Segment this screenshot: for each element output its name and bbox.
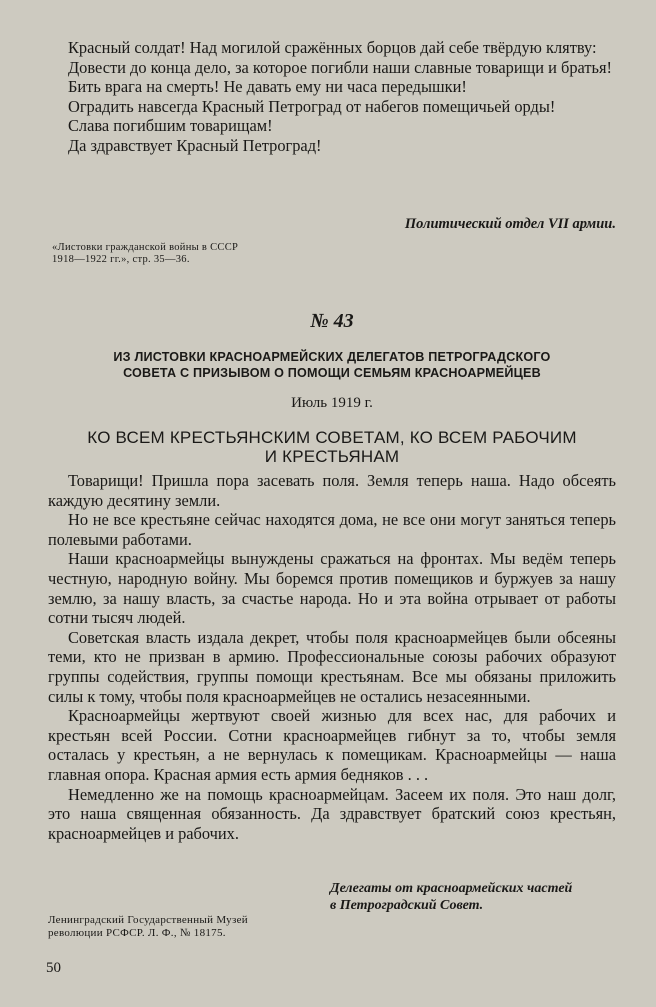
title-line: И КРЕСТЬЯНАМ <box>264 447 400 466</box>
document-number: № 43 <box>310 310 354 332</box>
signature-line: Делегаты от красноармейских частей <box>330 881 573 896</box>
paragraph: Красный солдат! Над могилой сражённых борцов дай себе твёрдую клятву: <box>68 38 597 57</box>
document-date: Июль 1919 г. <box>291 395 373 411</box>
source-line: 1918—1922 гг.», стр. 35—36. <box>52 253 190 265</box>
paragraph: Но не все крестьяне сейчас находятся дома, не все они могут заняться теперь полевыми работами. <box>48 510 616 549</box>
paragraph: Наши красноармейцы вынуждены сражаться на фронтах. Мы ведём теперь честную, народную войну. Мы боремся против помещиков и буржуев за нашу землю, за нашу власть, за счастье народа. Но и эта война отрывает от работы сотни тысяч людей. <box>48 549 616 628</box>
paragraph: Да здравствует Красный Петроград! <box>68 135 322 155</box>
delegates-signature <box>330 880 620 914</box>
page-number: 50 <box>46 960 61 976</box>
paragraph: Бить врага на смерть! Не давать ему ни часа передышки! <box>68 77 467 97</box>
paragraph: Оградить навсегда Красный Петроград от набегов помещичьей орды! <box>68 96 556 116</box>
paragraph: Немедленно же на помощь красноармейцам. Засеем их поля. Это наш долг, это наша священная обязанность. Да здравствует братский союз крестьян, красноармейцев и рабочих. <box>48 784 616 843</box>
source-line: Ленинградский Государственный Музей <box>48 914 248 926</box>
title-line: КО ВСЕМ КРЕСТЬЯНСКИМ СОВЕТАМ, КО ВСЕМ РАБОЧИМ <box>87 428 577 447</box>
heading-line: СОВЕТА С ПРИЗЫВОМ О ПОМОЩИ СЕМЬЯМ КРАСНОАРМЕЙЦЕВ <box>123 366 541 380</box>
signature: Политический отдел VII армии. <box>404 216 616 232</box>
paragraph: Советская власть издала декрет, чтобы поля красноармейцев были обсеяны теми, кто не призван в армию. Профессиональные союзы рабочих образуют группы содействия, группы помощи крестьянам. Все мы обязаны приложить силы к тому, чтобы поля красноармейцев не остались незасеянными. <box>48 627 616 706</box>
paragraph: Довести до конца дело, за которое погибли наши славные товарищи и братья! <box>68 57 613 77</box>
source-line: «Листовки гражданской войны в СССР <box>52 242 239 253</box>
leaflet-title <box>48 428 616 466</box>
paragraph: Слава погибшим товарищам! <box>68 116 273 136</box>
document-body <box>48 471 616 843</box>
heading-line: ИЗ ЛИСТОВКИ КРАСНОАРМЕЙСКИХ ДЕЛЕГАТОВ ПЕТРОГРАДСКОГО <box>113 350 551 364</box>
previous-document-tail <box>48 38 616 156</box>
paragraph: Товарищи! Пришла пора засевать поля. Земля теперь наша. Надо обсеять каждую десятину земли. <box>48 471 616 510</box>
source-line: революции РСФСР. Л. Ф., № 18175. <box>48 926 226 939</box>
archive-source-note <box>48 914 348 939</box>
document-heading <box>44 349 620 381</box>
signature-line: в Петроградский Совет. <box>330 898 484 913</box>
paragraph: Красноармейцы жертвуют своей жизнью для всех нас, для рабочих и крестьян всей России. Сотни красноармейцев гибнут за то, чтобы земля осталась у крестьян, а не вернулась к помещикам. Красноармейцы — наша главная опора. Красная армия есть армия бедняков . . . <box>48 706 616 784</box>
source-note <box>52 242 372 265</box>
